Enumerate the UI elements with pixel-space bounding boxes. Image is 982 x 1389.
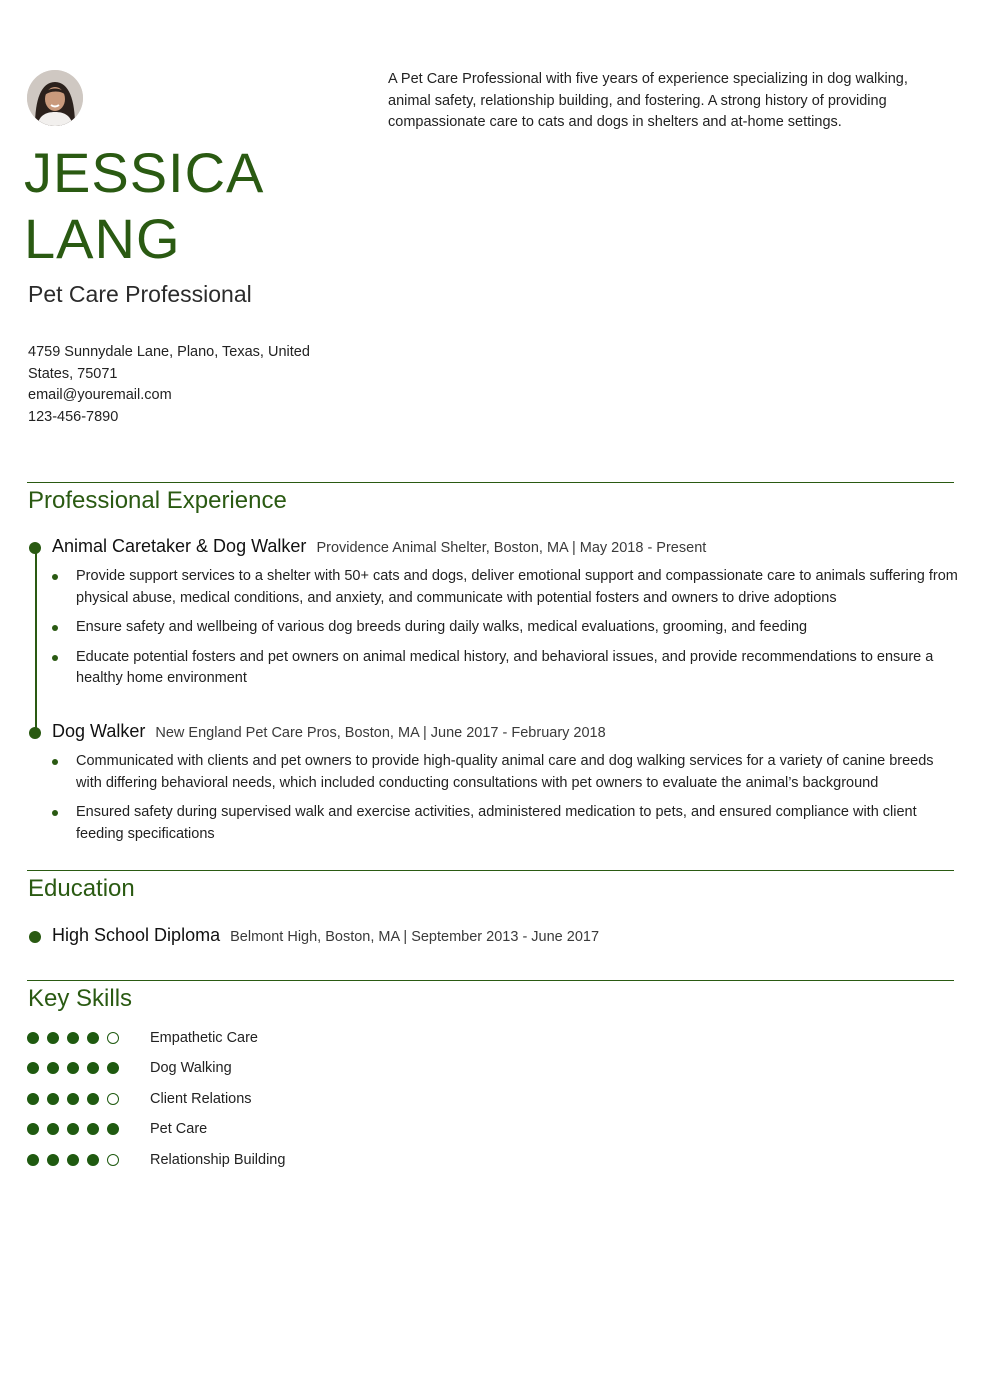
section-divider [27,980,954,981]
rating-dot-filled-icon [67,1032,79,1044]
rating-dot-filled-icon [67,1154,79,1166]
rating-dot-filled-icon [27,1123,39,1135]
rating-dot-filled-icon [27,1093,39,1105]
rating-dot-filled-icon [27,1154,39,1166]
email[interactable]: email@youremail.com [28,387,172,403]
experience-role: Animal Caretaker & Dog Walker [52,536,307,556]
rating-dot-filled-icon [107,1062,119,1074]
list-item: Educate potential fosters and pet owners on animal medical history, and behavioral issues, and provide recommendations to ensure a healthy home environment [76,647,958,690]
rating-dot-filled-icon [87,1154,99,1166]
experience-item [28,721,958,853]
rating-dot-filled-icon [47,1062,59,1074]
education-item [28,925,958,947]
avatar [27,70,83,126]
skill-name: Relationship Building [150,1152,286,1168]
skill-name: Dog Walking [150,1060,232,1076]
experience-meta: Providence Animal Shelter, Boston, MA | May 2018 - Present [316,540,707,556]
rating-dot-filled-icon [107,1123,119,1135]
rating-dot-filled-icon [47,1093,59,1105]
education-meta: Belmont High, Boston, MA | September 2013 - June 2017 [230,929,600,945]
experience-bullets [28,751,958,845]
first-name: JESSICA [24,141,265,204]
address-line-1: 4759 Sunnydale Lane, Plano, Texas, United [28,344,310,360]
skill-rating [27,1032,150,1044]
timeline-dot-icon [29,542,41,554]
timeline-dot-icon [29,931,41,943]
rating-dot-filled-icon [87,1062,99,1074]
rating-dot-empty-icon [107,1032,119,1044]
section-divider [27,870,954,871]
list-item: Communicated with clients and pet owners to provide high-quality animal care and dog walking services for a variety of canine breeds with differing behavioral needs, which included conducting consultations with pet owners to evaluate the animal’s background [76,751,958,794]
experience-bullets [28,566,958,690]
skill-rating [27,1093,150,1105]
rating-dot-filled-icon [27,1062,39,1074]
experience-item [28,536,958,698]
skill-row [27,1150,285,1170]
skill-rating [27,1062,150,1074]
rating-dot-filled-icon [27,1032,39,1044]
list-item: Provide support services to a shelter with 50+ cats and dogs, deliver emotional support and compassionate care to animals suffering from physical abuse, medical conditions, and anxiety, and communicate with potential fosters and owners to drive adoptions [76,566,958,609]
rating-dot-empty-icon [107,1154,119,1166]
skill-row [27,1089,252,1109]
rating-dot-empty-icon [107,1093,119,1105]
rating-dot-filled-icon [87,1093,99,1105]
rating-dot-filled-icon [47,1032,59,1044]
rating-dot-filled-icon [87,1032,99,1044]
education-degree: High School Diploma [52,925,221,945]
skill-row [27,1119,207,1139]
skill-row [27,1028,258,1048]
list-item: Ensured safety during supervised walk and exercise activities, administered medication to pets, and ensured compliance with client feeding specifications [76,802,958,845]
rating-dot-filled-icon [67,1093,79,1105]
rating-dot-filled-icon [87,1123,99,1135]
rating-dot-filled-icon [47,1154,59,1166]
skill-rating [27,1154,150,1166]
rating-dot-filled-icon [67,1062,79,1074]
experience-role: Dog Walker [52,721,146,741]
rating-dot-filled-icon [47,1123,59,1135]
last-name: LANG [24,207,181,270]
contact-info [28,342,328,428]
skill-row [27,1058,232,1078]
summary: A Pet Care Professional with five years of experience specializing in dog walking, animal safety, relationship building, and fostering. A strong history of providing compassionate care to cats and dogs in shelters and at-home settings. [388,71,908,130]
job-title: Pet Care Professional [28,281,252,307]
skill-rating [27,1123,150,1135]
list-item: Ensure safety and wellbeing of various dog breeds during daily walks, medical evaluations, grooming, and feeding [76,617,958,639]
timeline-dot-icon [29,727,41,739]
address-line-2: States, 75071 [28,365,118,382]
candidate-name [24,140,264,272]
rating-dot-filled-icon [67,1123,79,1135]
education-header [28,925,958,947]
skill-name: Empathetic Care [150,1030,258,1046]
phone: 123-456-7890 [28,408,119,425]
experience-heading: Professional Experience [28,487,287,514]
experience-header [28,536,958,558]
experience-header [28,721,958,743]
skills-heading: Key Skills [28,985,133,1012]
skill-name: Client Relations [150,1091,252,1107]
section-divider [27,482,954,483]
education-heading: Education [28,875,135,902]
profile-photo-icon [27,70,83,126]
experience-meta: New England Pet Care Pros, Boston, MA | June 2017 - February 2018 [155,725,606,741]
skill-name: Pet Care [150,1121,208,1137]
